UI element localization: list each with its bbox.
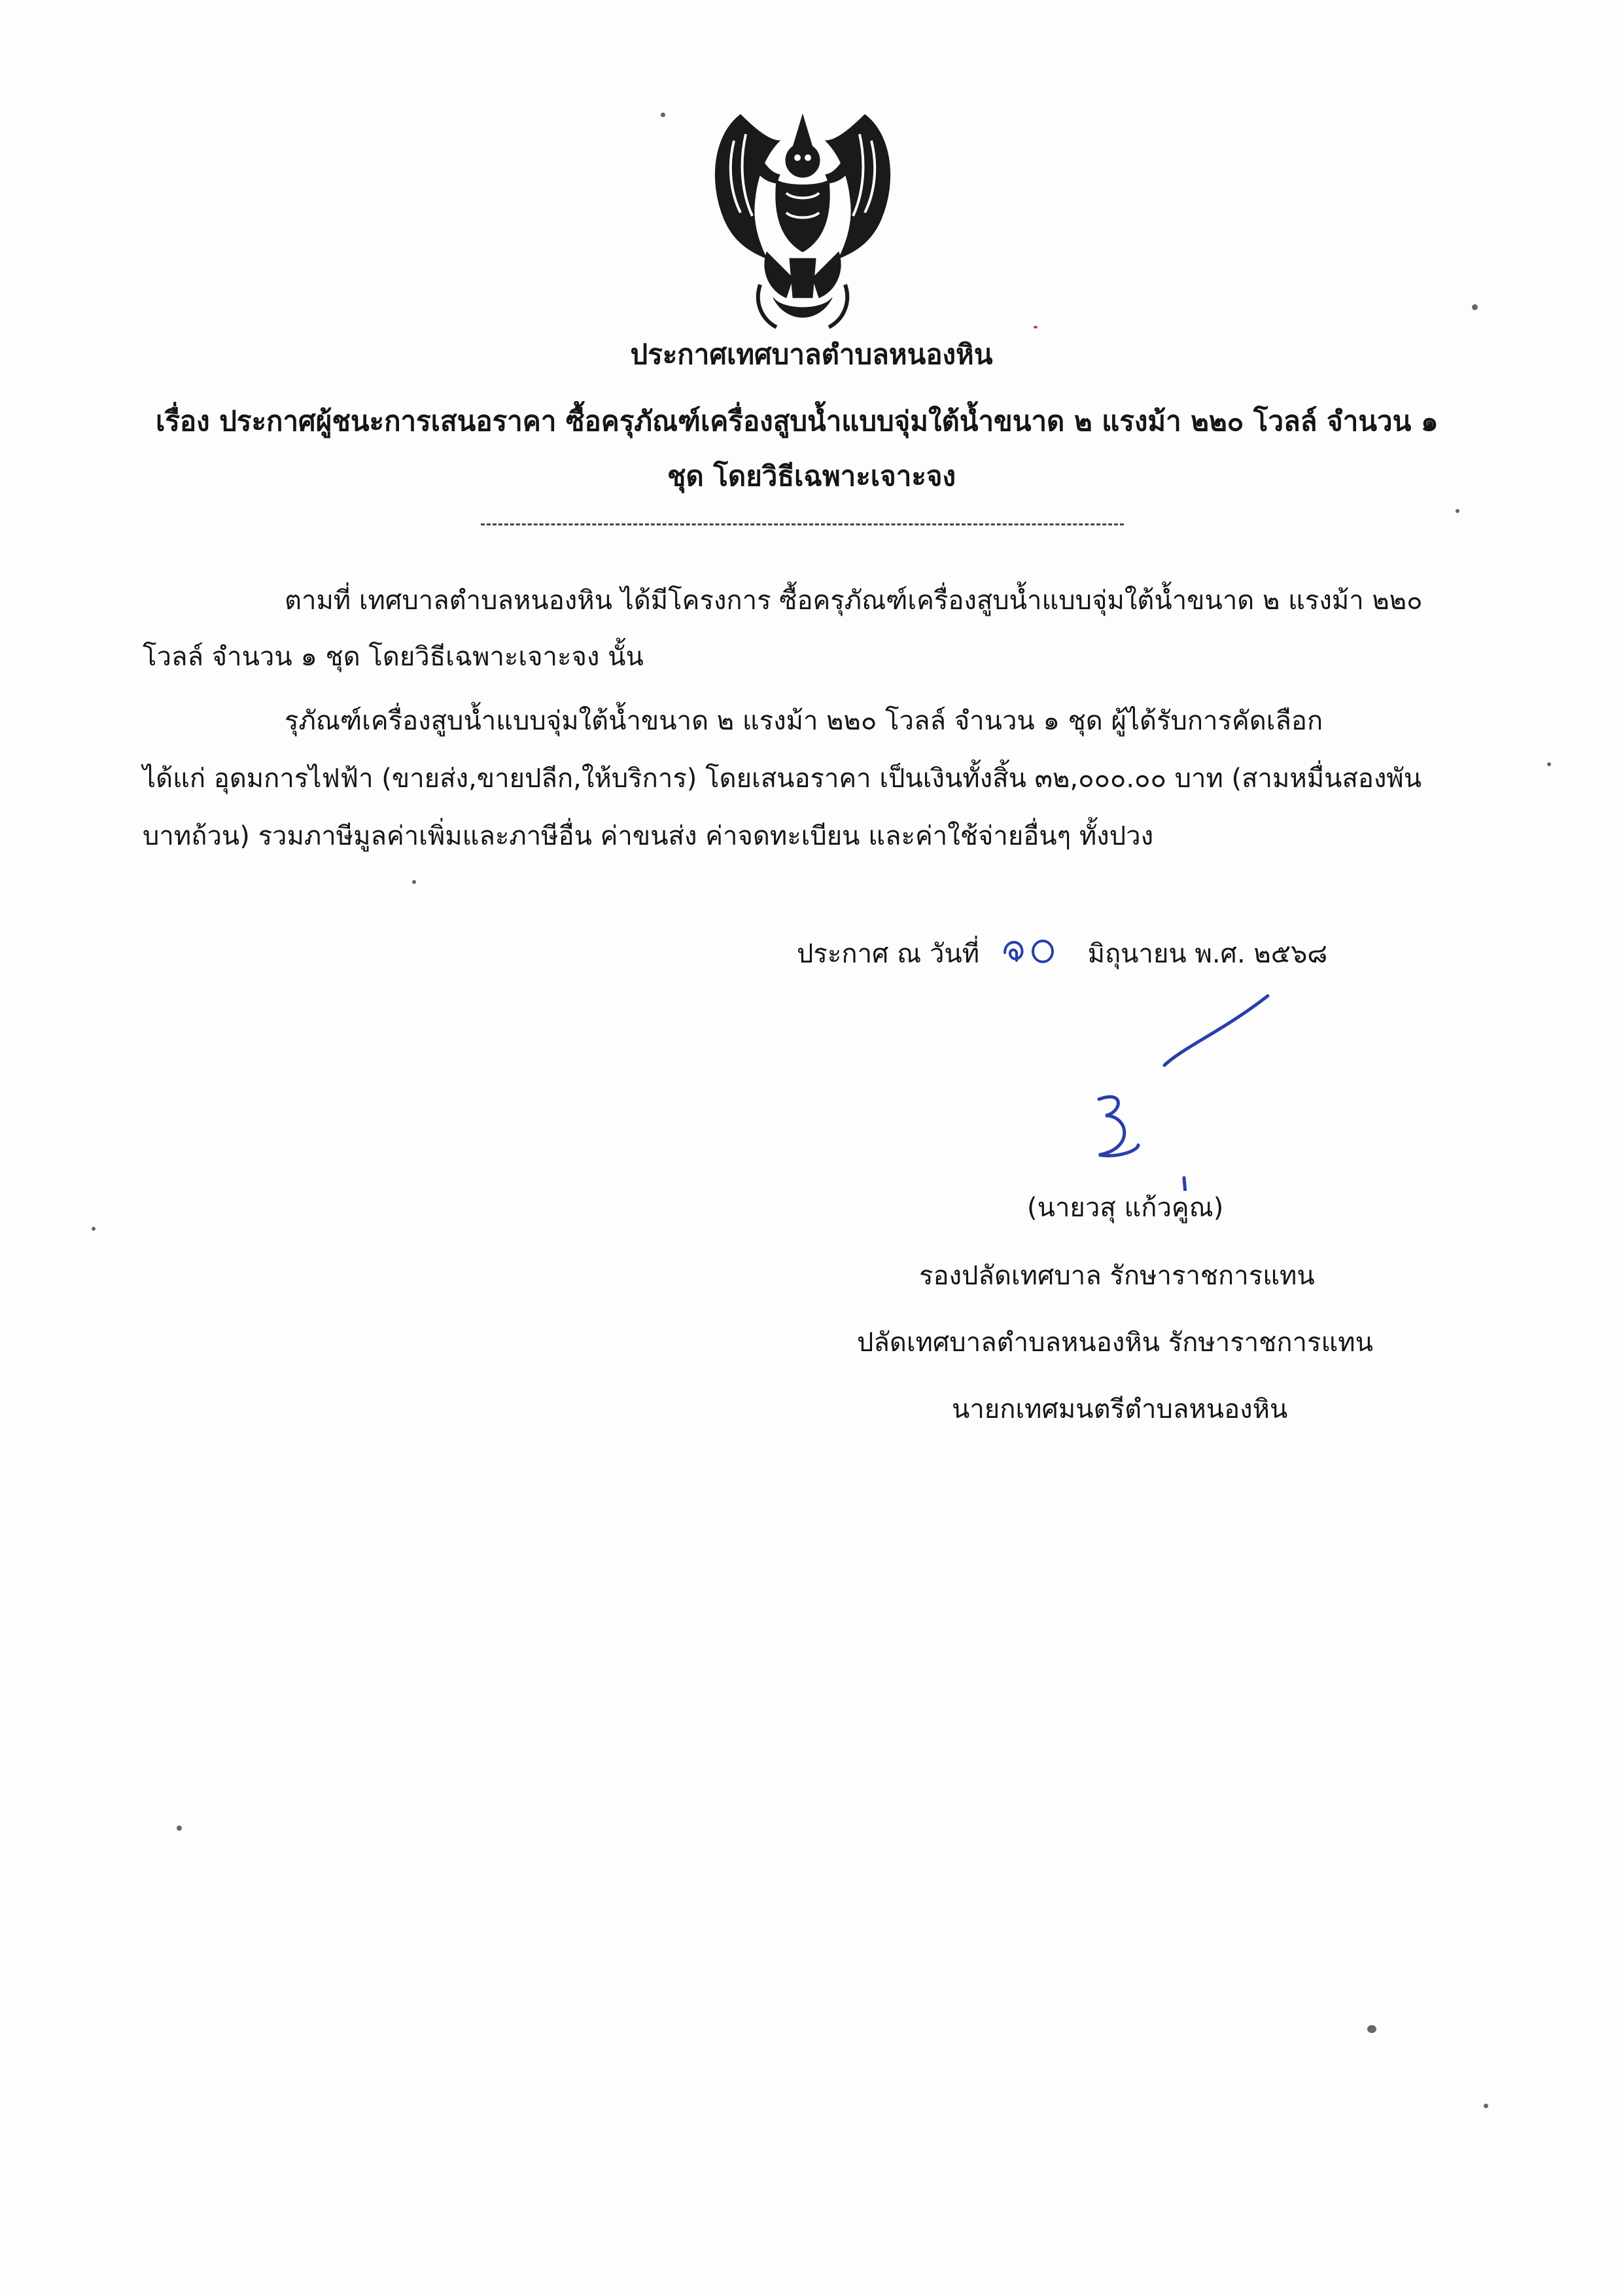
paragraph-2-line-1: รุภัณฑ์เครื่องสูบน้ำแบบจุ่มใต้น้ำขนาด ๒ แรงม้า ๒๒๐ โวลล์ จำนวน ๑ ชุด ผู้ได้รับการคัดเลือก [285, 706, 1323, 736]
garuda-emblem-icon [695, 101, 911, 337]
announcement-title: ประกาศเทศบาลตำบลหนองหิน [630, 338, 993, 370]
subject-line-1: เรื่อง ประกาศผู้ชนะการเสนอราคา ซื้อครุภัณฑ์เครื่องสูบน้ำแบบจุ่มใต้น้ำขนาด ๒ แรงม้า ๒๒๐ โวลล์ จำนวน ๑ [156, 405, 1439, 437]
scan-speck [1456, 509, 1459, 513]
paragraph-2-line-3: บาทถ้วน) รวมภาษีมูลค่าเพิ่มและภาษีอื่น ค่าขนส่ง ค่าจดทะเบียน และค่าใช้จ่ายอื่นๆ ทั้งปวง [143, 821, 1154, 851]
paragraph-1-line-1: ตามที่ เทศบาลตำบลหนองหิน ได้มีโครงการ ซื้อครุภัณฑ์เครื่องสูบน้ำแบบจุ่มใต้น้ำขนาด ๒ แรงม้า ๒๒๐ [285, 586, 1423, 616]
dashed-divider [481, 523, 1124, 525]
announcement-date-suffix: มิถุนายน พ.ศ. ๒๕๖๘ [1087, 939, 1328, 969]
scan-speck [177, 1826, 182, 1831]
signatory-position-2: ปลัดเทศบาลตำบลหนองหิน รักษาราชการแทน [857, 1328, 1373, 1358]
announcement-date-prefix: ประกาศ ณ วันที่ [797, 939, 980, 969]
scan-speck [1547, 762, 1551, 766]
handwritten-day-mark [1000, 927, 1065, 972]
scan-speck [1484, 2104, 1488, 2108]
signature-mark [1073, 981, 1321, 1191]
scan-speck [1034, 326, 1038, 328]
paragraph-1-line-2: โวลล์ จำนวน ๑ ชุด โดยวิธีเฉพาะเจาะจง นั้น [143, 642, 644, 672]
scan-speck [92, 1227, 96, 1231]
signatory-position-3: นายกเทศมนตรีตำบลหนองหิน [952, 1394, 1288, 1424]
scan-speck [661, 113, 665, 117]
signatory-name: (นายวสุ แก้วคูณ) [1027, 1193, 1224, 1223]
scan-speck [1367, 2025, 1376, 2033]
paragraph-2-line-2: ได้แก่ อุดมการไฟฟ้า (ขายส่ง,ขายปลีก,ให้บริการ) โดยเสนอราคา เป็นเงินทั้งสิ้น ๓๒,๐๐๐.๐๐ บาท (สามหมื่นสองพัน [143, 764, 1422, 794]
scan-speck [412, 880, 416, 884]
scan-speck [1472, 304, 1478, 310]
signatory-position-1: รองปลัดเทศบาล รักษาราชการแทน [919, 1261, 1315, 1291]
subject-line-2: ชุด โดยวิธีเฉพาะเจาะจง [667, 460, 956, 492]
